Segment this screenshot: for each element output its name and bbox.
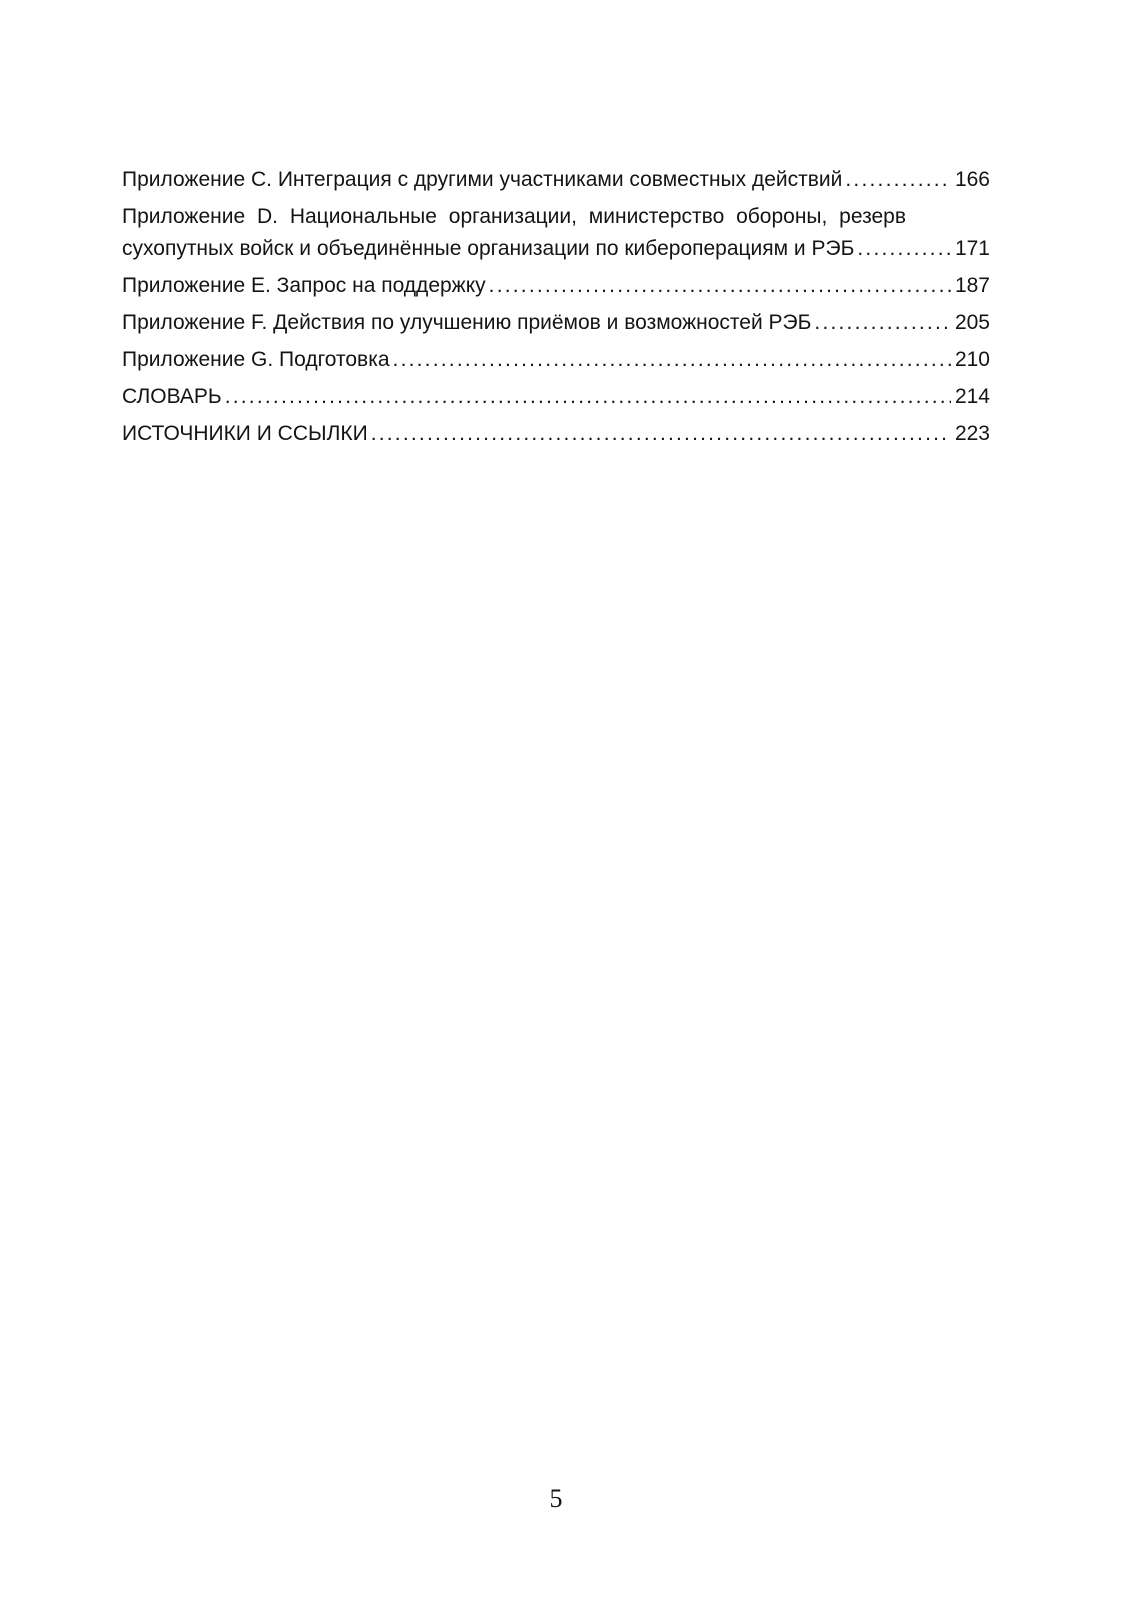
toc-page-number: 187 <box>954 274 990 297</box>
toc-entry <box>122 307 990 339</box>
toc-entry-title: ИСТОЧНИКИ И ССЫЛКИ <box>122 422 368 445</box>
toc-entry <box>122 270 990 302</box>
toc-entry-title: Приложение C. Интеграция с другими участниками совместных действий <box>122 168 843 191</box>
toc-entry-title: Приложение D. Национальные организации, министерство обороны, резерв <box>122 205 906 228</box>
dot-leader <box>371 418 951 450</box>
toc-page-number: 166 <box>954 168 990 191</box>
dot-leader <box>857 233 951 265</box>
toc-entry <box>122 201 990 265</box>
toc-page-number: 205 <box>954 311 990 334</box>
toc-entry-title: СЛОВАРЬ <box>122 385 222 408</box>
toc-entry <box>122 381 990 413</box>
page-footer-number: 5 <box>549 1484 563 1513</box>
toc-entry-title: Приложение E. Запрос на поддержку <box>122 274 486 297</box>
dot-leader <box>845 164 951 196</box>
toc-entry <box>122 164 990 196</box>
dot-leader <box>225 381 951 413</box>
toc-page-number: 214 <box>954 385 990 408</box>
toc-page-number: 223 <box>954 422 990 445</box>
toc-page-number: 171 <box>954 237 990 260</box>
dot-leader <box>489 270 951 302</box>
toc-entry <box>122 418 990 450</box>
dot-leader <box>814 307 951 339</box>
table-of-contents <box>122 164 990 455</box>
toc-entry-title: Приложение F. Действия по улучшению приёмов и возможностей РЭБ <box>122 311 812 334</box>
toc-entry-title: сухопутных войск и объединённые организации по кибероперациям и РЭБ <box>122 237 855 260</box>
toc-page-number: 210 <box>954 348 990 371</box>
toc-entry <box>122 344 990 376</box>
dot-leader <box>393 344 951 376</box>
toc-entry-title: Приложение G. Подготовка <box>122 348 390 371</box>
page-footer <box>122 1482 990 1516</box>
